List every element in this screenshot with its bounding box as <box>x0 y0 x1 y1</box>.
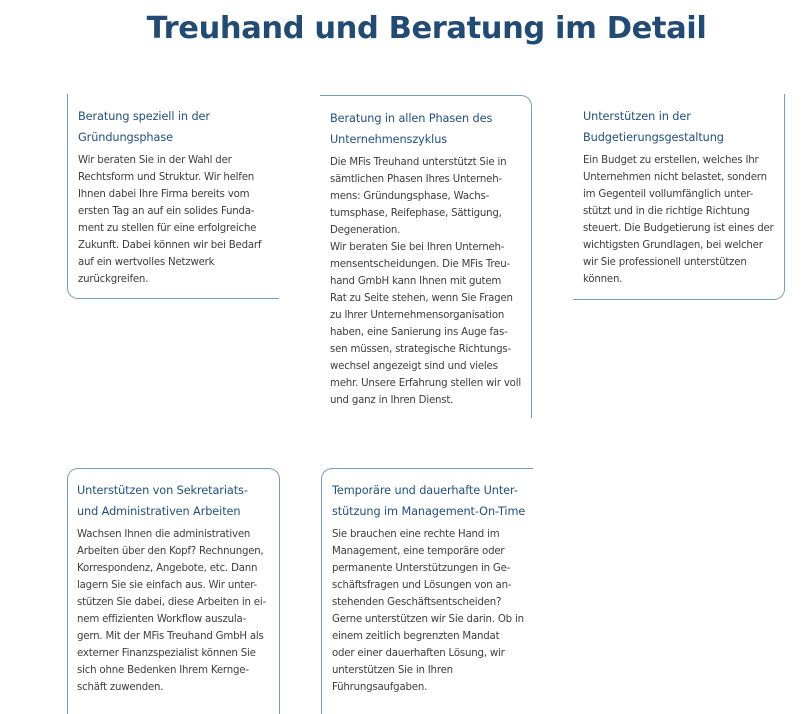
service-card-management <box>321 468 533 714</box>
card-title: Unterstützen von Sekretariats- und Administrativen Arbeiten <box>77 484 248 518</box>
card-text: Sie brauchen eine rechte Hand im Management, eine temporäre oder permanente Unterstützungen in Ge- schäftsfragen und Lösungen von an- stehenden Geschäftsentscheiden? Gerne unterstützen wir Sie darin. Ob in einem zeitlich begrenzten Mandat oder einer dauerhaften Lösung, wir unterstützen Sie in Ihren Führungsaufgaben. <box>332 529 524 693</box>
card-title: Unterstützen in der Budgetierungsgestaltung <box>583 110 724 144</box>
card-text: Wir beraten Sie in der Wahl der Rechtsform und Struktur. Wir helfen Ihnen dabei Ihre Firma bereits vom ersten Tag an auf ein solides Funda- ment zu stellen für eine erfolgreiche Zukunft. Dabei können wir bei Bedarf auf ein wertvolles Netzwerk zurückgreifen. <box>78 155 262 285</box>
service-card-budget <box>573 94 785 300</box>
card-title: Beratung speziell in der Gründungsphase <box>78 110 210 144</box>
service-card-founding <box>67 94 279 299</box>
card-text: Ein Budget zu erstellen, welches Ihr Unternehmen nicht belastet, sondern im Gegenteil vollumfänglich unter- stützt und in die richtige Richtung steuert. Die Budgetierung ist eines der wichtigsten Grundlagen, bei welcher wir Sie professionell unterstützen können. <box>583 155 774 285</box>
service-card-lifecycle <box>320 95 532 418</box>
card-text: Wachsen Ihnen die administrativen Arbeiten über den Kopf? Rechnungen, Korrespondenz, Angebote, etc. Dann lagern Sie sie einfach aus. Wir unter- stützen Sie dabei, diese Arbeiten in ei- nem effizienten Workflow auszula- gern. Mit der MFis Treuhand GmbH als externer Finanzspezialist können Sie sich ohne Bedenken Ihrem Kernge- schäft zuwenden. <box>77 529 266 693</box>
card-title: Beratung in allen Phasen des Unternehmenszyklus <box>330 112 493 146</box>
page-title: Treuhand und Beratung im Detail <box>146 11 707 46</box>
card-text: Die MFis Treuhand unterstützt Sie in sämtlichen Phasen Ihres Unterneh- mens: Gründungsphase, Wachs- tumsphase, Reifephase, Sättigung, Degeneration. Wir beraten Sie bei Ihren Unterneh- mensentscheidungen. Die MFis Treu- hand GmbH kann Ihnen mit gutem Rat zu Seite stehen, wenn Sie Fragen zu Ihrer Unternehmensorganisation haben, eine Sanierung ins Auge fas- sen müssen, strategische Richtungs- wechsel angezeigt sind und vieles mehr. Unsere Erfahrung stellen wir voll und ganz in Ihren Dienst. <box>330 157 521 406</box>
card-title: Temporäre und dauerhafte Unter- stützung im Management-On-Time <box>332 484 526 518</box>
service-card-administration <box>67 468 280 714</box>
